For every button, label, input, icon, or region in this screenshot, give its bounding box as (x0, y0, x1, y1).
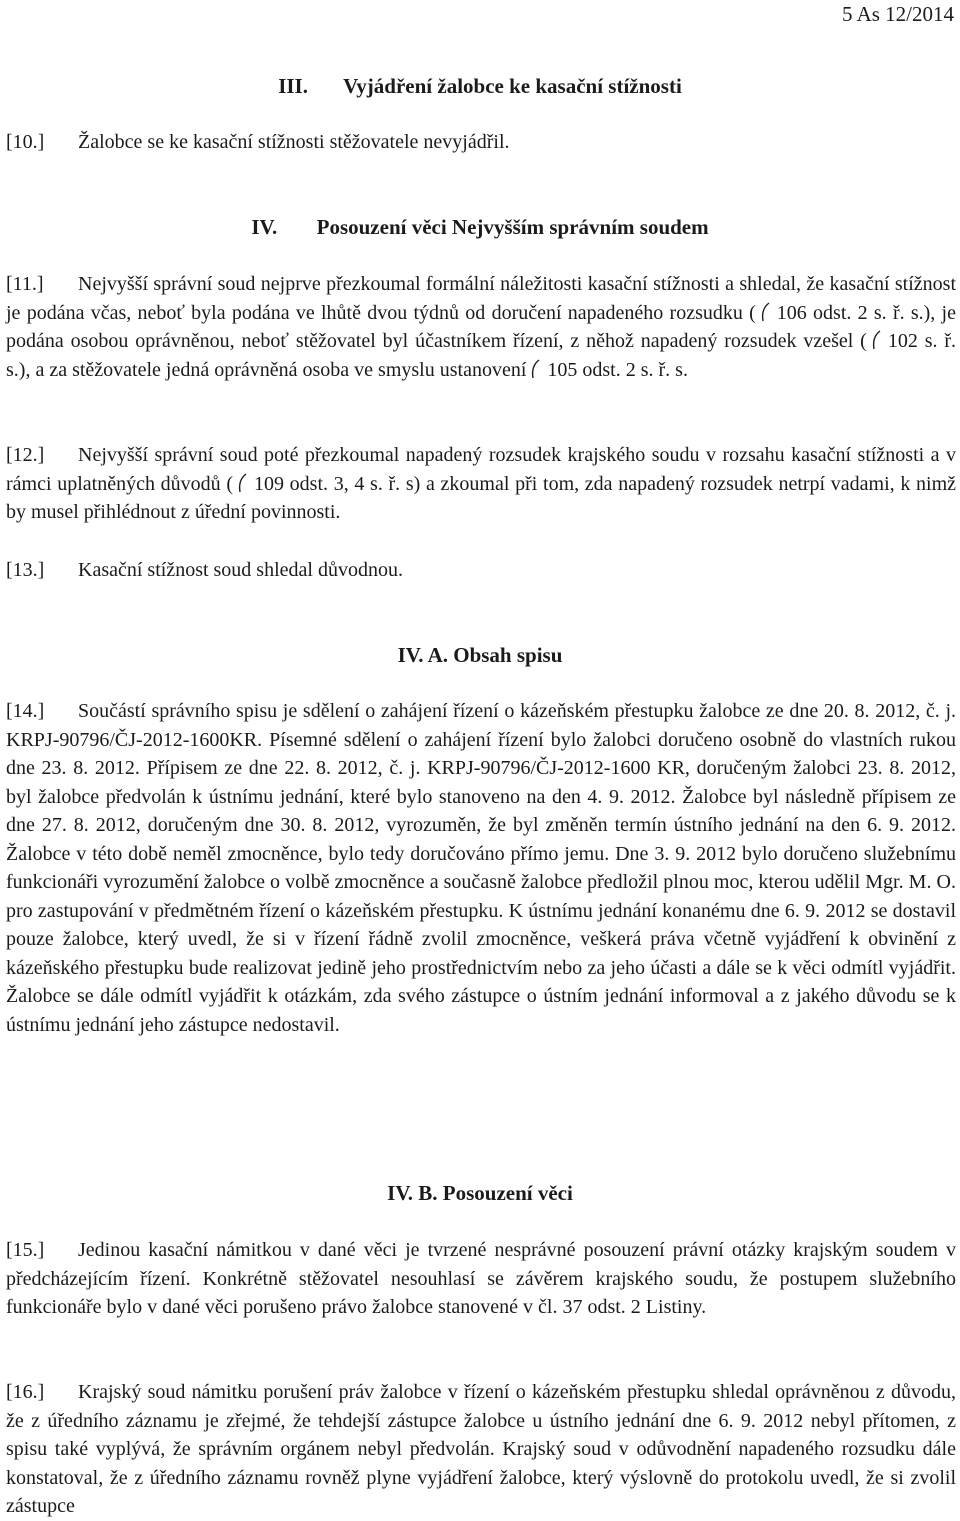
section-number: IV. A. (397, 643, 448, 667)
section-number: IV. (251, 215, 278, 239)
paragraph-text: Kasační stížnost soud shledal důvodnou. (78, 559, 403, 581)
paragraph-text: 106 odst. 2 s. ř. s.), je podána osobou oprávněnou, neboť stěžovatel byl účastníkem řízení, z něhož napadený rozsudek vzešel ( (6, 301, 956, 352)
section-title: Posouzení věci Nejvyšším správním soudem (316, 215, 709, 239)
paragraph-number: [11.] (6, 273, 44, 295)
section-number: III. (278, 74, 308, 98)
case-number: 5 As 12/2014 (841, 2, 954, 26)
paragraph-11 (6, 270, 956, 384)
section-heading-iv-b (0, 1181, 960, 1205)
paragraph-10 (6, 128, 956, 157)
paragraph-section-icon (236, 472, 250, 494)
paragraph-16 (6, 1378, 956, 1521)
paragraph-15 (6, 1236, 956, 1322)
paragraph-text: Jedinou kasační námitkou v dané věci je tvrzené nesprávné posouzení právní otázky krajským soudem v předcházejícím řízení. Konkrétně stěžovatel nesouhlasí se závěrem krajského soudu, že postupem služebního funkcionáře bylo v dané věci porušeno právo žalobce stanovené v čl. 37 odst. 2 Listiny. (6, 1239, 956, 1318)
paragraph-text: Nejvyšší správní soud nejprve přezkoumal formální náležitosti kasační stížnosti a shledal, že kasační stížnost je podána včas, neboť byla podána ve lhůtě dvou týdnů od doručení napadeného rozsudku ( (6, 273, 956, 324)
section-heading-iii (0, 74, 960, 98)
paragraph-text: Žalobce se ke kasační stížnosti stěžovatele nevyjádřil. (78, 131, 510, 153)
section-heading-iv (0, 215, 960, 239)
paragraph-section-icon (870, 329, 884, 351)
paragraph-section-icon (759, 301, 773, 323)
section-title: Posouzení věci (442, 1181, 573, 1205)
paragraph-text: Krajský soud námitku porušení práv žalobce v řízení o kázeňském přestupku shledal oprávněnou z důvodu, že z úředního záznamu je zřejmé, že tehdejší zástupce žalobce u ústního jednání dne 6. 9. 2012 nebyl přítomen, z spisu také vyplývá, že správním orgánem nebyl předvolán. Krajský soud v odůvodnění napadeného rozsudku dále konstatoval, že z úředního záznamu rovněž plyne vyjádření žalobce, který výslovně do protokolu uvedl, že si zvolil zástupce (6, 1381, 956, 1517)
paragraph-section-icon (529, 358, 543, 380)
paragraph-number: [12.] (6, 444, 45, 466)
paragraph-number: [10.] (6, 131, 45, 153)
paragraph-text: Nejvyšší správní soud poté přezkoumal napadený rozsudek krajského soudu v rozsahu kasační stížnosti a v rámci uplatněných důvodů ( (6, 444, 956, 495)
paragraph-number: [15.] (6, 1239, 45, 1261)
paragraph-13 (6, 556, 956, 585)
section-number: IV. B. (387, 1181, 438, 1205)
paragraph-number: [14.] (6, 700, 45, 722)
paragraph-14 (6, 697, 956, 1039)
section-title: Vyjádření žalobce ke kasační stížnosti (343, 74, 682, 98)
section-title: Obsah spisu (453, 643, 563, 667)
section-heading-iv-a (0, 643, 960, 667)
paragraph-text: 105 odst. 2 s. ř. s. (547, 358, 688, 381)
paragraph-text: Součástí správního spisu je sdělení o zahájení řízení o kázeňském přestupku žalobce ze dne 20. 8. 2012, č. j. KRPJ-90796/ČJ-2012-1600KR. Písemné sdělení o zahájení řízení bylo žalobci doručeno osobně do vlastních rukou dne 23. 8. 2012. Přípisem ze dne 22. 8. 2012, č. j. KRPJ-90796/ČJ-2012-1600 KR, doručeným žalobci 23. 8. 2012, byl žalobce předvolán k ústnímu jednání, které bylo stanoveno na den 4. 9. 2012. Žalobce byl následně přípisem ze dne 27. 8. 2012, doručeným dne 30. 8. 2012, vyrozuměn, že byl změněn termín ústního jednání na den 6. 9. 2012. Žalobce v této době neměl zmocněnce, bylo tedy doručováno přímo jemu. Dne 3. 9. 2012 bylo doručeno služebnímu funkcionáři vyrozumění žalobce o volbě zmocněnce a současně žalobce předložil plnou moc, kterou udělil Mgr. M. O. pro zastupování v předmětném řízení o kázeňském přestupku. K ústnímu jednání konanému dne 6. 9. 2012 se dostavil pouze žalobce, který uvedl, že si v řízení řádně zvolil zmocněnce, veškerá práva včetně vyjádření k obvinění z kázeňského přestupku bude realizovat jedině jeho prostřednictvím nebo za jeho účasti a dále se k věci odmítl vyjádřit. Žalobce se dále odmítl vyjádřit k otázkám, zda svého zástupce o ústním jednání informoval a z jakého důvodu se k ústnímu jednání jeho zástupce nedostavil. (6, 700, 956, 1036)
paragraph-text: 102 s. ř. s.), a za stěžovatele jedná oprávněná osoba ve smyslu ustanovení (6, 330, 956, 381)
paragraph-number: [13.] (6, 559, 45, 581)
paragraph-text: 109 odst. 3, 4 s. ř. s) a zkoumal při tom, zda napadený rozsudek netrpí vadami, k nimž by musel přihlédnout z úřední povinnosti. (6, 472, 956, 523)
paragraph-number: [16.] (6, 1381, 45, 1403)
paragraph-12 (6, 441, 956, 527)
